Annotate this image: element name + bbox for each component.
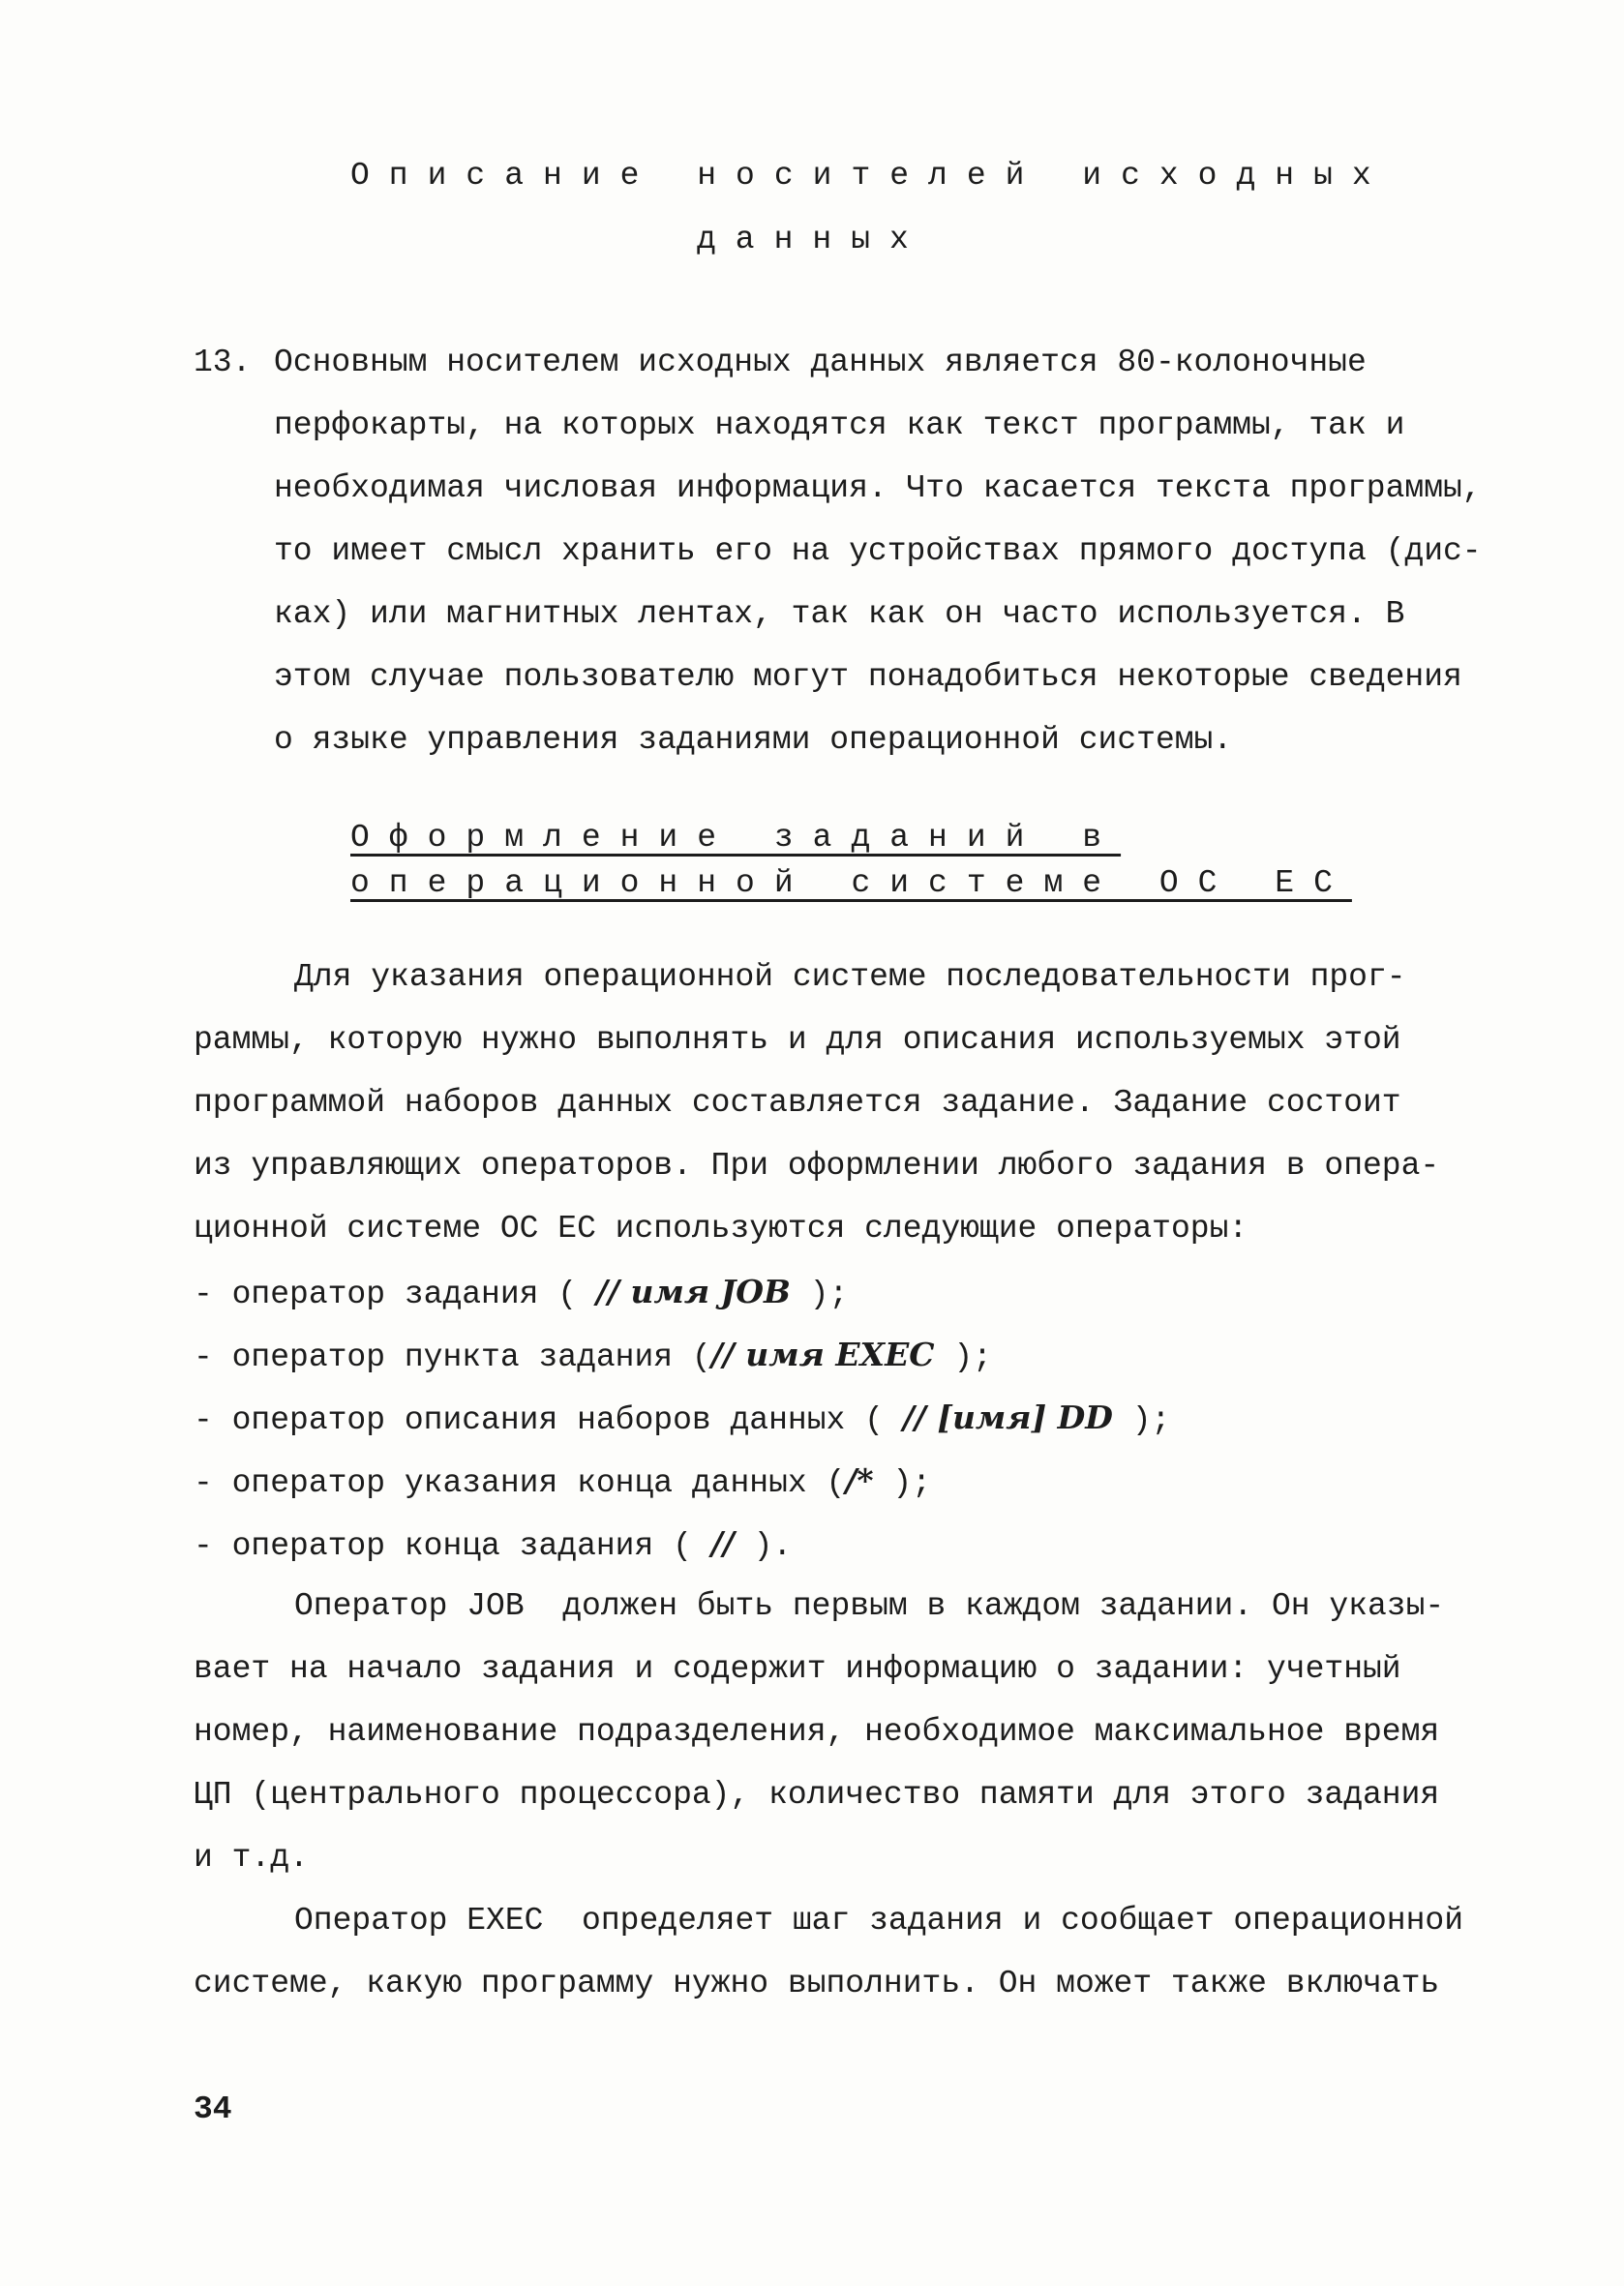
text-line: Оператор JOB должен быть первым в каждом задании. Он указы- xyxy=(294,1588,1445,1624)
text-line: номер, наименование подразделения, необходимое максимальное время xyxy=(194,1714,1440,1750)
text-line: ЦП (центрального процессора), количество памяти для этого задания xyxy=(194,1777,1440,1813)
text-line: и т.д. xyxy=(194,1840,309,1876)
operator-code: /* xyxy=(845,1461,874,1499)
operator-text: - оператор описания наборов данных ( xyxy=(194,1402,903,1438)
text-line: этом случае пользователю могут понадобиться некоторые сведения xyxy=(274,659,1462,695)
text-line: Оператор EXEC определяет шаг задания и сообщает операционной xyxy=(294,1903,1463,1939)
text-line: необходимая числовая информация. Что касается текста программы, xyxy=(274,470,1482,506)
operator-tail: ). xyxy=(734,1528,793,1564)
operator-code: // xyxy=(710,1524,735,1562)
subsection-heading-line2: операционной системе ОС ЕС xyxy=(350,865,1352,901)
page-number: 34 xyxy=(194,2091,232,2127)
operator-text: - оператор задания ( xyxy=(194,1277,596,1312)
operator-tail: ); xyxy=(790,1277,849,1312)
text-line: программой наборов данных составляется задание. Задание состоит xyxy=(194,1085,1401,1121)
operator-list-item xyxy=(194,1524,792,1566)
operator-list-item xyxy=(194,1461,931,1503)
operator-list-item xyxy=(194,1273,848,1314)
text-line: системе, какую программу нужно выполнить. Он может также включать xyxy=(194,1966,1440,2001)
section-heading-line1: Описание носителей исходных xyxy=(350,158,1391,194)
text-line: перфокарты, на которых находятся как текст программы, так и xyxy=(274,407,1405,443)
operator-list-item xyxy=(194,1399,1170,1440)
text-line: раммы, которую нужно выполнять и для описания используемых этой xyxy=(194,1022,1401,1058)
operator-tail: ); xyxy=(873,1465,932,1501)
subsection-heading-line1: Оформление заданий в xyxy=(350,820,1122,856)
text-line: вает на начало задания и содержит информацию о задании: учетный xyxy=(194,1651,1401,1687)
operator-tail: ); xyxy=(1112,1402,1171,1438)
text-line: то имеет смысл хранить его на устройствах прямого доступа (дис- xyxy=(274,533,1482,569)
operator-code: // имя EXEC xyxy=(710,1336,935,1373)
paragraph-number: 13. xyxy=(194,345,252,380)
section-heading-line2: данных xyxy=(697,222,928,257)
text-line: ках) или магнитных лентах, так как он часто используется. В xyxy=(274,596,1405,632)
text-line: из управляющих операторов. При оформлении любого задания в опера- xyxy=(194,1148,1440,1184)
text-line: о языке управления заданиями операционной системы. xyxy=(274,722,1233,758)
text-line: Для указания операционной системе последовательности прог- xyxy=(294,959,1406,995)
operator-text: - оператор пункта задания ( xyxy=(194,1339,711,1375)
operator-code: // имя JOB xyxy=(595,1273,791,1310)
text-line: Основным носителем исходных данных является 80-колоночные xyxy=(274,345,1367,380)
operator-tail: ); xyxy=(934,1339,992,1375)
operator-text: - оператор конца задания ( xyxy=(194,1528,711,1564)
operator-list-item xyxy=(194,1336,992,1377)
text-line: ционной системе ОС ЕС используются следующие операторы: xyxy=(194,1211,1248,1247)
operator-text: - оператор указания конца данных ( xyxy=(194,1465,846,1501)
operator-code: // [имя] DD xyxy=(902,1399,1113,1436)
